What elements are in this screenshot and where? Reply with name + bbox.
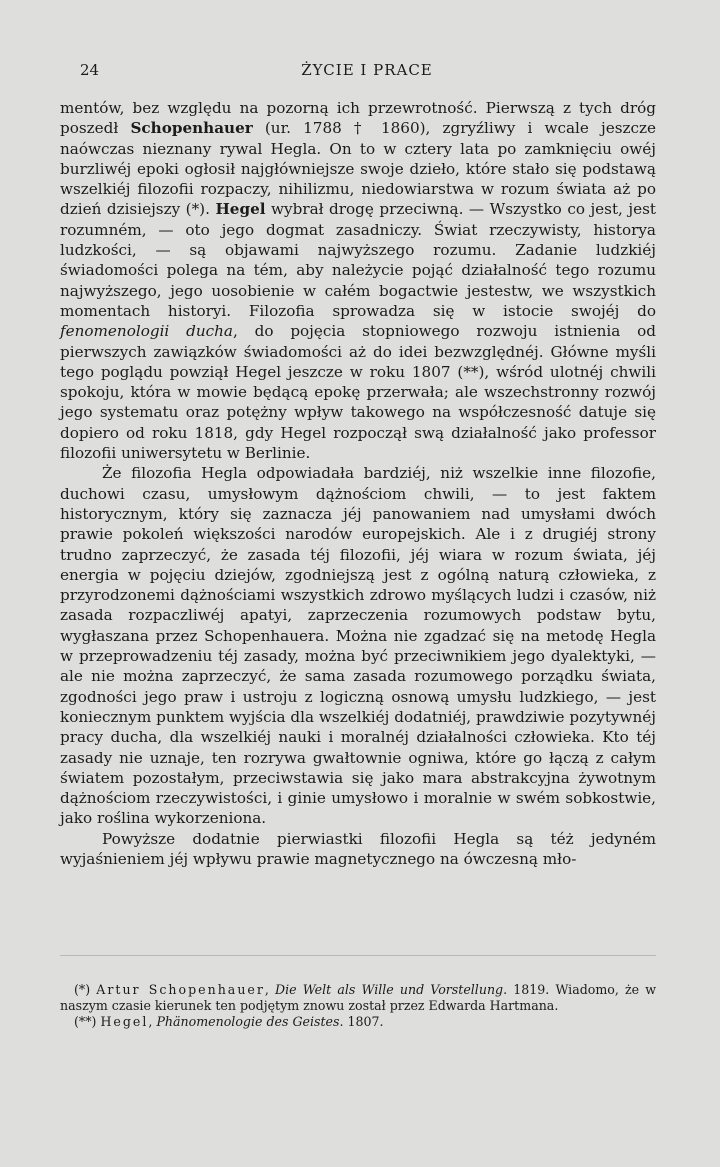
work-title-fenomenologia: fenomenologii ducha (60, 322, 233, 341)
name-hegel: Hegel (215, 200, 266, 219)
footnote-2-author: Hegel (100, 1014, 149, 1029)
footnote-2-title: Phänomenologie des Geistes (156, 1014, 340, 1029)
page-number: 24 (80, 61, 100, 79)
paragraph-1-part-b: (ur. 1788 † 1860), zgryźliwy i wcale jeszcze naówczas nieznany rywal Hegla. On to w cztery lata po zamknięciu owéj burzliwéj epoki ogłosił najgłówniejsze swoje dzieło, które stało się podstawą wszelkiéj filozofii rozpaczy, nihilizmu, niedowiarstwa w rozum świata aż po dzień dzisiejszy (*). (60, 119, 656, 219)
footnote-1-text: . 1819. Wiadomo, że w naszym czasie kierunek ten podjętym znowu został przez Edwarda Hartmana. (60, 982, 656, 1013)
paragraph-1-part-a: mentów, bez względu na pozorną ich przewrotność. Pierwszą z tych dróg poszedł (60, 99, 656, 138)
paragraph-1-part-c: wybrał drogę przeciwną. — Wszystko co jest, jest rozumném, — oto jego dogmat zasadniczy. Świat rzeczywisty, historya ludzkości, — są objawami najwyższego rozumu. Zadanie ludzkiéj świadomości polega na tém, aby należycie pojąć działalność tego rozumu najwyższego, jego uosobienie w całém bogactwie jestestw, we wszystkich momentach historyi. Filozofia sprowadza się w istocie swojéj do (60, 200, 656, 320)
body-text (60, 98, 656, 869)
footnote-2-separator: , (148, 1014, 157, 1029)
running-title: ŻYCIE I PRACE (301, 61, 433, 79)
paragraph-3: Powyższe dodatnie pierwiastki filozofii Hegla są téż jedyném wyjaśnieniem jéj wpływu prawie magnetycznego na ówczesną mło- (60, 829, 656, 868)
name-schopenhauer: Schopenhauer (130, 119, 253, 138)
footnote-1-author: Artur Schopenhauer (96, 982, 265, 997)
footnotes (60, 982, 656, 1030)
footnote-1-title: Die Welt als Wille und Vorstellung (275, 982, 504, 997)
paragraph-1-part-d: , do pojęcia stopniowego rozwoju istnienia od pierwszych zawiązków świadomości aż do idei bezwzględnéj. Główne myśli tego poglądu powziął Hegel jeszcze w roku 1807 (**), wśród ulotnéj chwili spokoju, która w mowie będącą epokę przerwała; ale wszechstronny rozwój jego systematu oraz potężny wpływ takowego na współczesność datuje się dopiero od roku 1818, gdy Hegel rozpoczął swą działalność jako professor filozofii uniwersytetu w Berlinie. (60, 322, 656, 463)
footnote-1-separator: , (264, 982, 276, 997)
footnote-2 (60, 1014, 656, 1030)
footnote-2-text: . 1807. (339, 1014, 384, 1029)
footnote-1 (60, 982, 656, 1014)
footnote-divider (60, 955, 656, 956)
footnote-1-marker: (*) (74, 982, 97, 997)
paragraph-2: Że filozofia Hegla odpowiadała bardziéj, niż wszelkie inne filozofie, duchowi czasu, umysłowym dążnościom chwili, — to jest faktem historycznym, który się zaznacza jéj panowaniem nad umysłami dwóch prawie pokoleń większości narodów europejskich. Ale i z drugiéj strony trudno zaprzeczyć, że zasada téj filozofii, jéj wiara w rozum świata, jéj energia w pojęciu dziejów, zgodniejszą jest z ogólną naturą człowieka, z przyrodzonemi dążnościami wszystkich zdrowo myślących ludzi i czasów, niż zasada rozpaczliwéj apatyi, zaprzeczenia rozumowych podstaw bytu, wygłaszana przez Schopenhauera. Można nie zgadzać się na metodę Hegla w przeprowadzeniu téj zasady, można być przeciwnikiem jego dyalektyki, — ale nie można zaprzeczyć, że sama zasada rozumowego porządku świata, zgodności jego praw i ustroju z logiczną osnową umysłu ludzkiego, — jest koniecznym punktem wyjścia dla wszelkiéj dodatniéj, prawdziwie pozytywnéj pracy ducha, dla wszelkiéj nauki i moralnéj działalności człowieka. Kto téj zasady nie uznaje, ten rozrywa gwałtownie ogniwa, które go łączą z całym światem pozostałym, przeciwstawia się jako mara abstrakcyjna żywotnym dążnościom rzeczywistości, i ginie umysłowo i moralnie w swém sobkostwie, jako roślina wykorzeniona. (60, 464, 656, 828)
page-header (80, 61, 654, 83)
paragraph-1 (60, 98, 656, 463)
footnote-2-marker: (**) (74, 1014, 101, 1029)
